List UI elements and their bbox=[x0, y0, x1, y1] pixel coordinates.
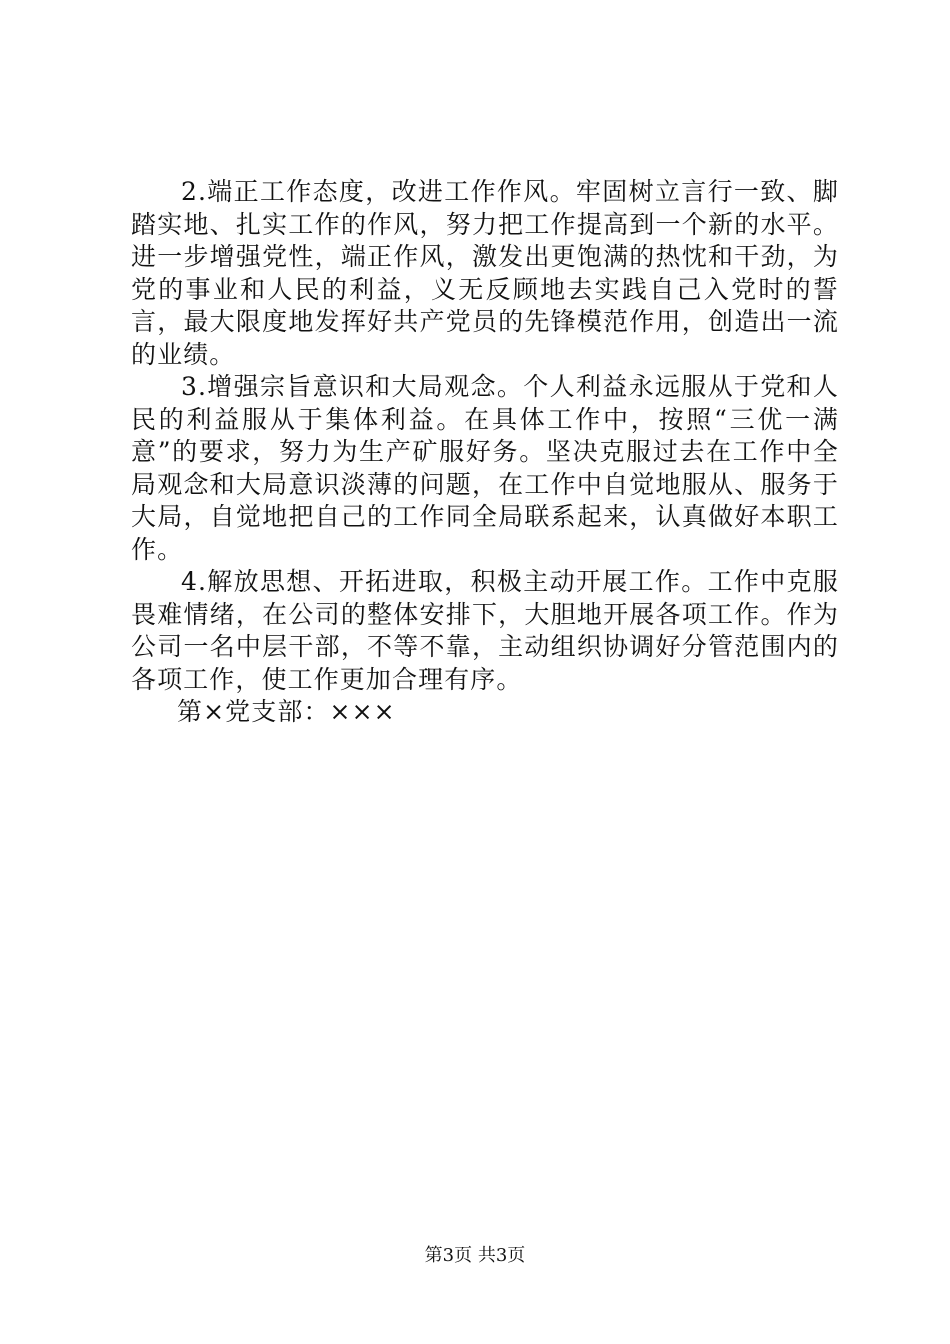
paragraph-2: 2.端正工作态度，改进工作作风。牢固树立言行一致、脚踏实地、扎实工作的作风，努力把工作提高到一个新的水平。进一步增强党性，端正作风，激发出更饱满的热忱和干劲，为党的事业和人民的利益，义无反顾地去实践自己入党时的誓言，最大限度地发挥好共产党员的先锋模范作用，创造出一流的业绩。 bbox=[131, 177, 839, 369]
paragraph-4: 4.解放思想、开拓进取，积极主动开展工作。工作中克服畏难情绪，在公司的整体安排下，大胆地开展各项工作。作为公司一名中层干部，不等不靠，主动组织协调好分管范围内的各项工作，使工作更加合理有序。 bbox=[131, 567, 839, 694]
page-footer: 第3页 共3页 bbox=[424, 1245, 526, 1266]
paragraph-3: 3.增强宗旨意识和大局观念。个人利益永远服从于党和人民的利益服从于集体利益。在具体工作中，按照“三优一满意”的要求，努力为生产矿服好务。坚决克服过去在工作中全局观念和大局意识淡薄的问题，在工作中自觉地服从、服务于大局，自觉地把自己的工作同全局联系起来，认真做好本职工作。 bbox=[131, 372, 839, 564]
document-body bbox=[131, 176, 839, 729]
signature-line: 第×党支部：××× bbox=[177, 697, 396, 726]
